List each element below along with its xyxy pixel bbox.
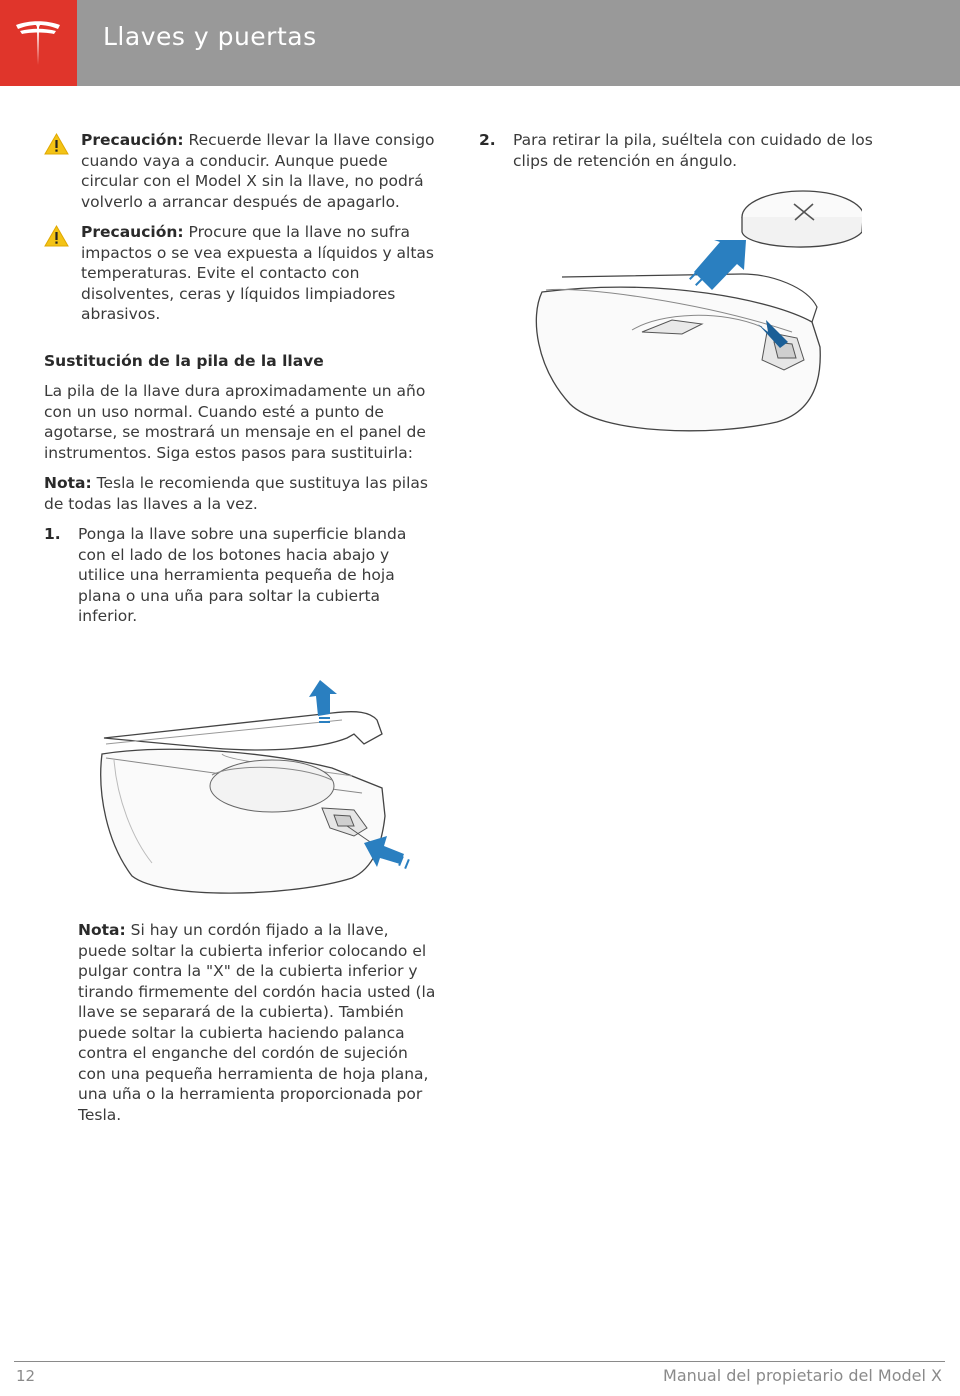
left-column xyxy=(44,130,439,627)
intro-paragraph: La pila de la llave dura aproximadamente un año con un uso normal. Cuando esté a punto de agotarse, se mostrará un mensaje en el panel de instrumentos. Siga estos pasos para sustituirla: xyxy=(44,382,426,462)
step-item xyxy=(44,524,439,627)
note-label: Nota: xyxy=(44,474,92,492)
step-text: Ponga la llave sobre una superficie blanda con el lado de los botones hacia abajo y utilice una herramienta pequeña de hoja plana o una uña para soltar la cubierta inferior. xyxy=(78,525,407,625)
tesla-logo-icon xyxy=(13,19,63,69)
caution-label: Precaución: xyxy=(81,223,184,241)
subsection-heading: Sustitución de la pila de la llave xyxy=(44,351,324,370)
page-header xyxy=(0,0,960,86)
note-block xyxy=(78,920,438,1125)
right-column xyxy=(479,130,879,171)
step-number: 1. xyxy=(44,525,61,543)
note-paragraph xyxy=(44,473,439,514)
caution-text xyxy=(81,130,439,212)
battery-removal-illustration xyxy=(522,182,862,442)
note-body: Tesla le recomienda que sustituya las pilas de todas las llaves a la vez. xyxy=(44,474,428,513)
manual-title: Manual del propietario del Model X xyxy=(663,1366,942,1385)
caution-body: Recuerde llevar la llave consigo cuando vaya a conducir. Aunque puede circular con el Model X sin la llave, no podrá volverlo a arrancar después de apagarlo. xyxy=(81,131,435,211)
footer-divider xyxy=(14,1361,945,1362)
note-body: Si hay un cordón fijado a la llave, puede soltar la cubierta inferior colocando el pulgar contra la "X" de la cubierta inferior y tirando firmemente del cordón hacia usted (la llave se separará de la cubierta). También puede soltar la cubierta haciendo palanca contra el enganche del cordón de sujeción con una pequeña herramienta de hoja plana, una uña o la herramienta proporcionada por Tesla. xyxy=(78,921,436,1124)
caution-block xyxy=(44,222,439,325)
step-item xyxy=(479,130,879,171)
note-paragraph xyxy=(78,920,438,1125)
key-fob-cover-illustration xyxy=(92,668,422,900)
caution-text xyxy=(81,222,439,325)
step-number: 2. xyxy=(479,131,496,149)
section-title: Llaves y puertas xyxy=(103,22,317,51)
caution-label: Precaución: xyxy=(81,131,184,149)
caution-body: Procure que la llave no sufra impactos o se vea expuesta a líquidos y altas temperaturas. Evite el contacto con disolventes, ceras y líquidos limpiadores abrasivos. xyxy=(81,223,435,323)
warning-icon xyxy=(44,225,69,247)
note-label: Nota: xyxy=(78,921,126,939)
warning-icon xyxy=(44,133,69,155)
page-number: 12 xyxy=(16,1367,36,1385)
step-text: Para retirar la pila, suéltela con cuidado de los clips de retención en ángulo. xyxy=(513,131,873,170)
caution-block xyxy=(44,130,439,212)
brand-logo xyxy=(0,0,77,86)
